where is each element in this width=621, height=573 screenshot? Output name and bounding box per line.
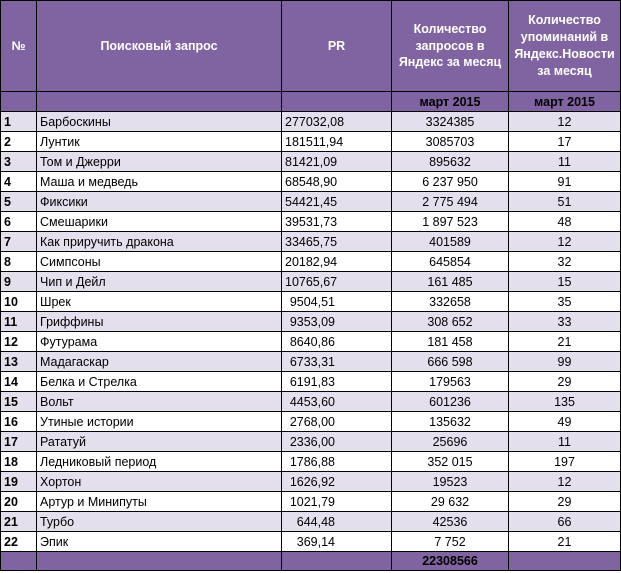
search-query: Барбоскины: [37, 112, 282, 132]
mentions-value: 66: [509, 512, 621, 532]
row-number: 11: [1, 312, 37, 332]
table-row: [1, 232, 621, 252]
row-number: 21: [1, 512, 37, 532]
pr-value: 6191,83: [282, 372, 392, 392]
mentions-value: 21: [509, 532, 621, 552]
pr-value: 1786,88: [282, 452, 392, 472]
row-number: 20: [1, 492, 37, 512]
requests-value: 2 775 494: [392, 192, 509, 212]
pr-value: 81421,09: [282, 152, 392, 172]
row-number: 17: [1, 432, 37, 452]
requests-value: 161 485: [392, 272, 509, 292]
requests-value: 25696: [392, 432, 509, 452]
mentions-value: 32: [509, 252, 621, 272]
mentions-value: 33: [509, 312, 621, 332]
row-number: 14: [1, 372, 37, 392]
pr-value: 54421,45: [282, 192, 392, 212]
mentions-value: 29: [509, 372, 621, 392]
search-query: Маша и медведь: [37, 172, 282, 192]
search-query: Турбо: [37, 512, 282, 532]
requests-value: 29 632: [392, 492, 509, 512]
table-row: [1, 492, 621, 512]
mentions-value: 15: [509, 272, 621, 292]
row-number: 13: [1, 352, 37, 372]
pr-value: 10765,67: [282, 272, 392, 292]
search-query: Симпсоны: [37, 252, 282, 272]
requests-value: 601236: [392, 392, 509, 412]
pr-value: 8640,86: [282, 332, 392, 352]
period-row: [1, 92, 621, 112]
table-row: [1, 192, 621, 212]
requests-value: 308 652: [392, 312, 509, 332]
mentions-value: 135: [509, 392, 621, 412]
row-number: 19: [1, 472, 37, 492]
period-empty-cell: [1, 92, 37, 112]
table-row: [1, 532, 621, 552]
header-mentions: Количество упоминаний в Яндекс.Новости за месяц: [509, 1, 621, 92]
mentions-value: 91: [509, 172, 621, 192]
table-row: [1, 332, 621, 352]
requests-value: 1 897 523: [392, 212, 509, 232]
row-number: 15: [1, 392, 37, 412]
search-query: Артур и Минипуты: [37, 492, 282, 512]
table-row: [1, 212, 621, 232]
table-row: [1, 432, 621, 452]
pr-value: 4453,60: [282, 392, 392, 412]
search-query: Фиксики: [37, 192, 282, 212]
search-query: Ледниковый период: [37, 452, 282, 472]
pr-value: 181511,94: [282, 132, 392, 152]
row-number: 2: [1, 132, 37, 152]
search-query: Как приручить дракона: [37, 232, 282, 252]
row-number: 16: [1, 412, 37, 432]
total-empty-cell: [37, 552, 282, 571]
row-number: 5: [1, 192, 37, 212]
row-number: 10: [1, 292, 37, 312]
total-row: [1, 552, 621, 571]
row-number: 3: [1, 152, 37, 172]
row-number: 12: [1, 332, 37, 352]
pr-value: 9353,09: [282, 312, 392, 332]
row-number: 1: [1, 112, 37, 132]
mentions-value: 11: [509, 152, 621, 172]
header-pr: PR: [282, 1, 392, 92]
search-query: Белка и Стрелка: [37, 372, 282, 392]
table-row: [1, 392, 621, 412]
pr-value: 1021,79: [282, 492, 392, 512]
mentions-value: 48: [509, 212, 621, 232]
header-query: Поисковый запрос: [37, 1, 282, 92]
requests-value: 179563: [392, 372, 509, 392]
row-number: 8: [1, 252, 37, 272]
pr-value: 644,48: [282, 512, 392, 532]
table-row: [1, 172, 621, 192]
requests-value: 895632: [392, 152, 509, 172]
search-query: Утиные истории: [37, 412, 282, 432]
requests-value: 645854: [392, 252, 509, 272]
table-row: [1, 112, 621, 132]
table-row: [1, 252, 621, 272]
mentions-value: 49: [509, 412, 621, 432]
search-query: Смешарики: [37, 212, 282, 232]
search-query: Мадагаскар: [37, 352, 282, 372]
search-query: Вольт: [37, 392, 282, 412]
table-row: [1, 472, 621, 492]
requests-value: 332658: [392, 292, 509, 312]
search-query: Шрек: [37, 292, 282, 312]
search-query: Эпик: [37, 532, 282, 552]
header-row: [1, 1, 621, 92]
table-body: [1, 112, 621, 552]
mentions-value: 12: [509, 232, 621, 252]
mentions-value: 11: [509, 432, 621, 452]
row-number: 7: [1, 232, 37, 252]
requests-value: 6 237 950: [392, 172, 509, 192]
table-row: [1, 152, 621, 172]
row-number: 9: [1, 272, 37, 292]
pr-value: 6733,31: [282, 352, 392, 372]
period-empty-cell: [282, 92, 392, 112]
period-empty-cell: [37, 92, 282, 112]
total-requests: 22308566: [392, 552, 509, 571]
period-mentions: март 2015: [509, 92, 621, 112]
requests-value: 401589: [392, 232, 509, 252]
search-query: Хортон: [37, 472, 282, 492]
requests-value: 3324385: [392, 112, 509, 132]
pr-value: 369,14: [282, 532, 392, 552]
search-query: Лунтик: [37, 132, 282, 152]
pr-value: 68548,90: [282, 172, 392, 192]
period-requests: март 2015: [392, 92, 509, 112]
table-row: [1, 312, 621, 332]
mentions-value: 99: [509, 352, 621, 372]
mentions-value: 21: [509, 332, 621, 352]
requests-value: 181 458: [392, 332, 509, 352]
table-row: [1, 372, 621, 392]
requests-value: 7 752: [392, 532, 509, 552]
mentions-value: 197: [509, 452, 621, 472]
requests-value: 135632: [392, 412, 509, 432]
mentions-value: 35: [509, 292, 621, 312]
pr-value: 2768,00: [282, 412, 392, 432]
row-number: 22: [1, 532, 37, 552]
requests-value: 19523: [392, 472, 509, 492]
pr-value: 20182,94: [282, 252, 392, 272]
table-row: [1, 452, 621, 472]
search-query: Футурама: [37, 332, 282, 352]
row-number: 18: [1, 452, 37, 472]
search-query: Рататуй: [37, 432, 282, 452]
total-empty-cell: [1, 552, 37, 571]
table-row: [1, 132, 621, 152]
total-empty-cell: [509, 552, 621, 571]
requests-value: 666 598: [392, 352, 509, 372]
table-row: [1, 512, 621, 532]
pr-value: 2336,00: [282, 432, 392, 452]
pr-value: 277032,08: [282, 112, 392, 132]
mentions-value: 12: [509, 112, 621, 132]
mentions-value: 51: [509, 192, 621, 212]
pr-value: 39531,73: [282, 212, 392, 232]
header-num: №: [1, 1, 37, 92]
row-number: 6: [1, 212, 37, 232]
requests-value: 42536: [392, 512, 509, 532]
mentions-value: 12: [509, 472, 621, 492]
mentions-value: 29: [509, 492, 621, 512]
requests-value: 352 015: [392, 452, 509, 472]
table-row: [1, 412, 621, 432]
row-number: 4: [1, 172, 37, 192]
table-row: [1, 292, 621, 312]
header-requests: Количество запросов в Яндекс за месяц: [392, 1, 509, 92]
pr-value: 33465,75: [282, 232, 392, 252]
pr-value: 1626,92: [282, 472, 392, 492]
search-query: Гриффины: [37, 312, 282, 332]
pr-value: 9504,51: [282, 292, 392, 312]
mentions-value: 17: [509, 132, 621, 152]
total-empty-cell: [282, 552, 392, 571]
table-row: [1, 272, 621, 292]
search-query: Чип и Дейл: [37, 272, 282, 292]
requests-value: 3085703: [392, 132, 509, 152]
table-row: [1, 352, 621, 372]
search-query: Том и Джерри: [37, 152, 282, 172]
